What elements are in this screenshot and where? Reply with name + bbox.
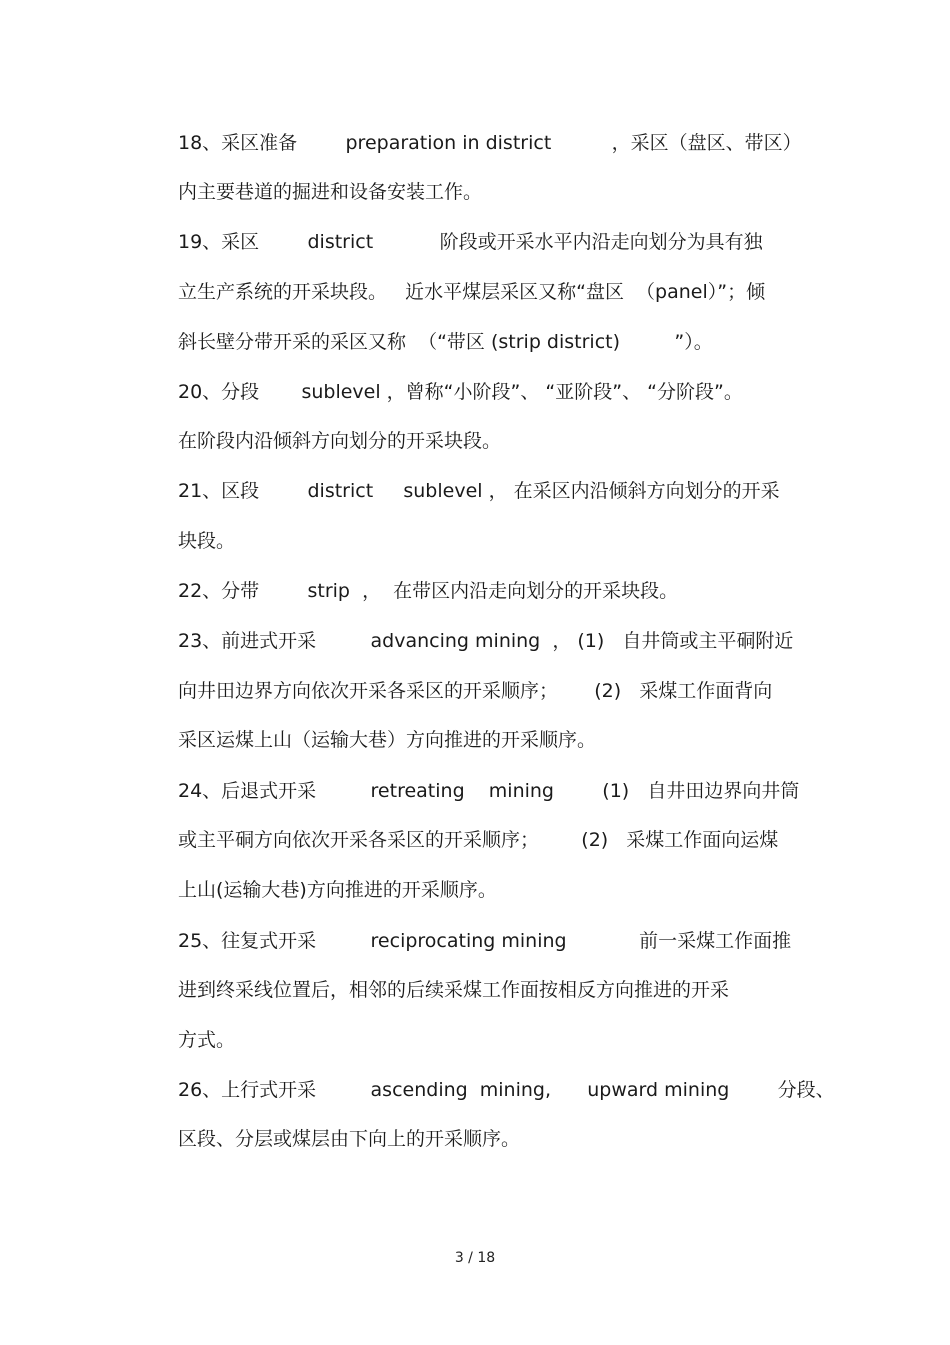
text-line: 21、区段 district sublevel ， 在采区内沿倾斜方向划分的开采: [178, 480, 780, 502]
text-line: 22、分带 strip ， 在带区内沿走向划分的开采块段。: [178, 580, 679, 602]
text-line: 进到终采线位置后，相邻的后续采煤工作面按相反方向推进的开采: [178, 979, 730, 1001]
page-number: 3 / 18: [454, 1250, 496, 1266]
text-line: 斜长壁分带开采的采区又称 （“带区 (strip district) ”）。: [178, 331, 713, 353]
text-line: 立生产系统的开采块段。 近水平煤层采区又称“盘区 （panel）”；倾: [178, 281, 766, 303]
text-line: 19、采区 district 阶段或开采水平内沿走向划分为具有独: [178, 231, 763, 253]
text-line: 块段。: [178, 530, 236, 552]
text-line: 上山(运输大巷)方向推进的开采顺序。: [178, 879, 497, 901]
text-line: 区段、分层或煤层由下向上的开采顺序。: [178, 1128, 521, 1150]
text-line: 或主平硐方向依次开采各采区的开采顺序； (2) 采煤工作面向运煤: [178, 829, 779, 851]
text-line: 向井田边界方向依次开采各采区的开采顺序； (2) 采煤工作面背向: [178, 680, 773, 702]
text-line: 25、往复式开采 reciprocating mining 前一采煤工作面推: [178, 930, 792, 952]
text-line: 方式。: [178, 1029, 236, 1051]
text-line: 20、分段 sublevel ，曾称“小阶段”、 “亚阶段”、 “分阶段”。: [178, 381, 743, 403]
text-line: 采区运煤上山（运输大巷）方向推进的开采顺序。: [178, 729, 597, 751]
text-line: 内主要巷道的掘进和设备安装工作。: [178, 181, 483, 203]
text-line: 24、后退式开采 retreating mining (1) 自井田边界向井筒: [178, 780, 800, 802]
text-line: 26、上行式开采 ascending mining, upward mining 分段、: [178, 1079, 835, 1101]
text-line: 23、前进式开采 advancing mining ， (1) 自井筒或主平硐附近: [178, 630, 794, 652]
text-line: 在阶段内沿倾斜方向划分的开采块段。: [178, 430, 502, 452]
text-line: 18、采区准备 preparation in district ，采区（盘区、带区）: [178, 132, 802, 154]
